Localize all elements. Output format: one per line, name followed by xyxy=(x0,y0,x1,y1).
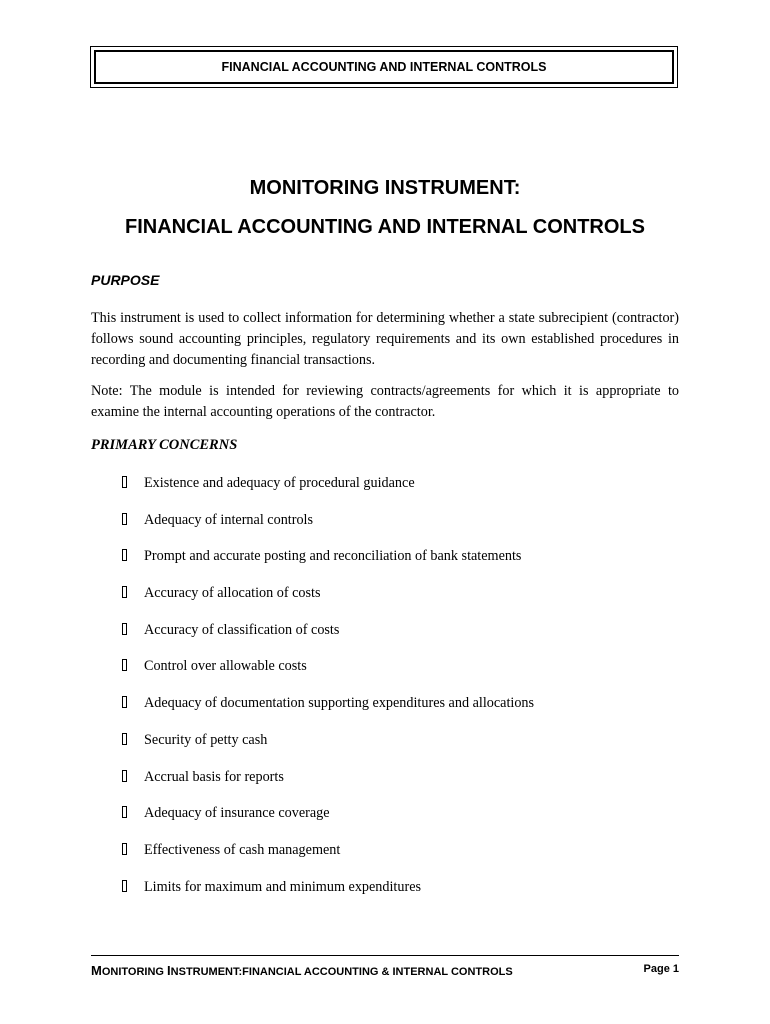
list-item xyxy=(120,876,534,913)
running-header: FINANCIAL ACCOUNTING AND INTERNAL CONTROLS xyxy=(94,50,674,84)
list-item-text: Control over allowable costs xyxy=(144,658,307,675)
bullet-icon xyxy=(122,770,127,782)
list-item-text: Prompt and accurate posting and reconciliation of bank statements xyxy=(144,548,522,565)
note-paragraph: Note: The module is intended for reviewing contracts/agreements for which it is appropriate to examine the internal accounting operations of the contractor. xyxy=(91,383,679,420)
bullet-icon xyxy=(122,880,127,892)
list-item xyxy=(120,509,534,546)
bullet-icon xyxy=(122,623,127,635)
list-item-text: Adequacy of internal controls xyxy=(144,511,314,528)
list-item xyxy=(120,655,534,692)
list-item xyxy=(120,839,534,876)
list-item xyxy=(120,692,534,729)
bullet-icon xyxy=(122,586,127,598)
list-item-text: Accuracy of allocation of costs xyxy=(144,585,321,602)
list-item-text: Accrual basis for reports xyxy=(144,768,284,785)
footer-initial-i: I xyxy=(167,963,171,978)
running-header-box xyxy=(90,46,678,88)
list-item xyxy=(120,729,534,766)
bullet-icon xyxy=(122,806,127,818)
list-item-text: Adequacy of insurance coverage xyxy=(144,805,330,822)
purpose-heading: PURPOSE xyxy=(91,272,160,288)
page-number: Page 1 xyxy=(643,963,679,975)
bullet-icon xyxy=(122,733,127,745)
footer-title xyxy=(91,963,513,978)
footer-divider xyxy=(91,955,679,956)
list-item-text: Limits for maximum and minimum expenditures xyxy=(144,878,422,895)
list-item xyxy=(120,802,534,839)
footer-word-nstrument: NSTRUMENT: xyxy=(170,966,243,978)
purpose-paragraph: This instrument is used to collect information for determining whether a state subrecipient (contractor) follows sound accounting principles, regulatory requirements and its own established procedures in recording and documenting financial transactions. xyxy=(91,310,679,368)
bullet-icon xyxy=(122,696,127,708)
bullet-icon xyxy=(122,549,127,561)
list-item xyxy=(120,619,534,656)
footer-title-rest: FINANCIAL ACCOUNTING & INTERNAL CONTROLS xyxy=(242,966,513,978)
list-item-text: Adequacy of documentation supporting expenditures and allocations xyxy=(144,695,535,712)
list-item-text: Existence and adequacy of procedural guidance xyxy=(144,475,415,491)
document-title-line1: MONITORING INSTRUMENT: xyxy=(249,177,521,199)
list-item-text: Security of petty cash xyxy=(144,731,268,748)
list-item-text: Effectiveness of cash management xyxy=(144,841,341,858)
bullet-icon xyxy=(122,513,127,525)
document-title-line2: FINANCIAL ACCOUNTING AND INTERNAL CONTROLS xyxy=(125,216,645,238)
footer-initial-m: M xyxy=(91,963,102,978)
list-item xyxy=(120,582,534,619)
list-item xyxy=(120,545,534,582)
list-item-text: Accuracy of classification of costs xyxy=(144,621,340,638)
primary-concerns-list xyxy=(120,472,534,912)
footer-word-onitoring: ONITORING xyxy=(101,966,168,978)
bullet-icon xyxy=(122,659,127,671)
list-item xyxy=(120,472,534,509)
bullet-icon xyxy=(122,843,127,855)
list-item xyxy=(120,766,534,803)
primary-concerns-heading: PRIMARY CONCERNS xyxy=(91,437,238,453)
bullet-icon xyxy=(122,476,127,488)
